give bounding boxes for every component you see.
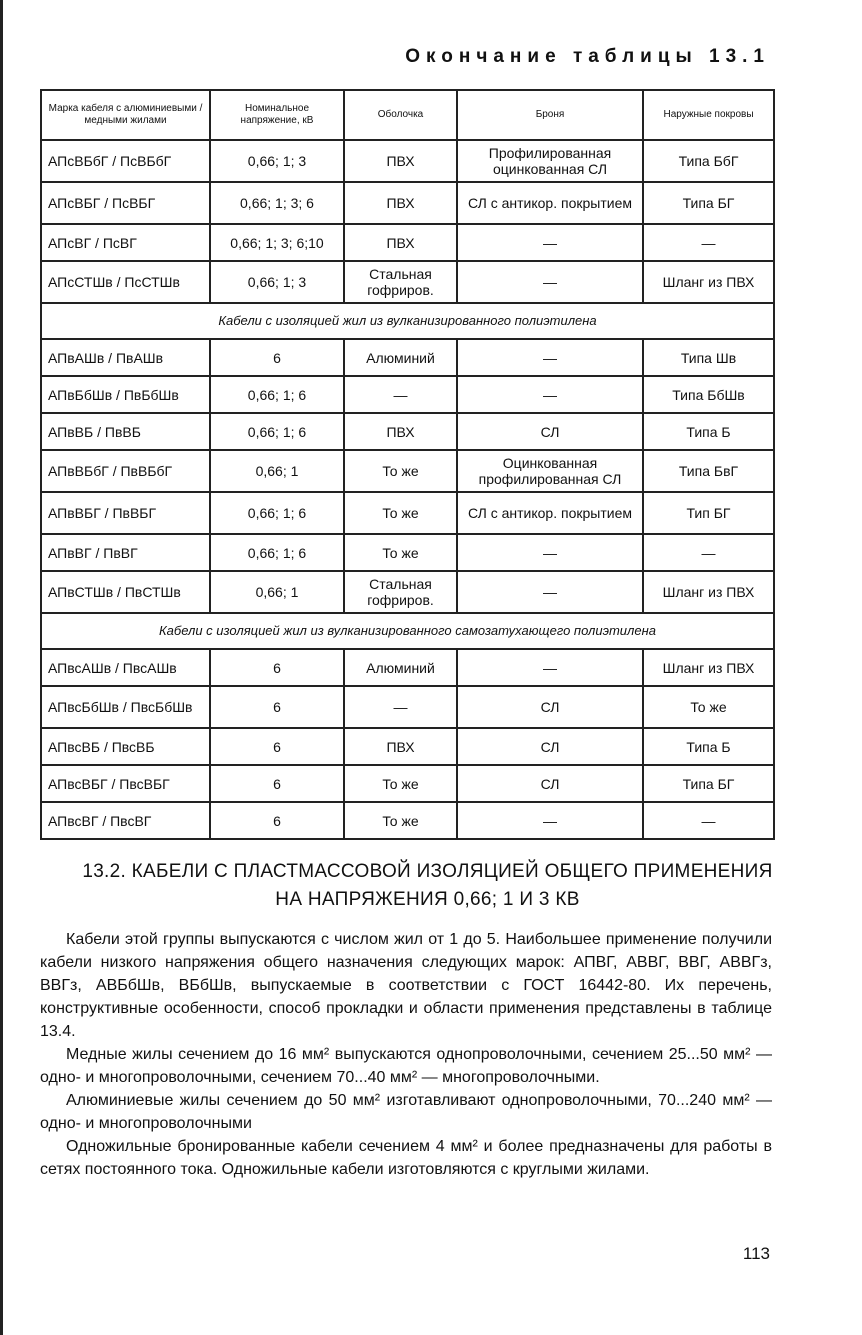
cell-outer-cover: — (643, 802, 774, 839)
cell-armor: — (457, 571, 643, 613)
paragraph: Медные жилы сечением до 16 мм² выпускаются однопроволочными, сечением 25...50 мм² — одно- и многопроволочными, сечением 70...40 мм² — многопроволочными. (40, 1046, 772, 1086)
cell-armor: СЛ (457, 728, 643, 765)
cell-sheath: Алюминий (344, 339, 457, 376)
cell-armor: СЛ (457, 413, 643, 450)
table-row (41, 492, 774, 534)
header-voltage: Номинальное напряжение, кВ (210, 90, 344, 140)
cell-armor: — (457, 261, 643, 303)
cell-outer-cover: Типа БбГ (643, 140, 774, 182)
header-sheath: Оболочка (344, 90, 457, 140)
cell-sheath: То же (344, 765, 457, 802)
page-number: 113 (742, 1244, 770, 1263)
cell-armor: СЛ (457, 765, 643, 802)
cell-mark: АПвсБбШв / ПвсБбШв (41, 686, 210, 728)
cell-sheath: — (344, 376, 457, 413)
cell-outer-cover: Типа БбШв (643, 376, 774, 413)
table-row (41, 649, 774, 686)
table-row (41, 450, 774, 492)
cell-armor: СЛ с антикор. покрытием (457, 182, 643, 224)
table-row (41, 140, 774, 182)
table-row (41, 686, 774, 728)
cell-sheath: То же (344, 492, 457, 534)
cell-outer-cover: Шланг из ПВХ (643, 571, 774, 613)
cell-mark: АПвсВБГ / ПвсВБГ (41, 765, 210, 802)
cell-armor: СЛ (457, 686, 643, 728)
header-mark: Марка кабеля с алюминиевыми / медными жилами (41, 90, 210, 140)
cell-outer-cover: Типа БвГ (643, 450, 774, 492)
cell-armor: — (457, 339, 643, 376)
cell-mark: АПвВБбГ / ПвВБбГ (41, 450, 210, 492)
table-row (41, 413, 774, 450)
page-edge-shadow (0, 0, 3, 1335)
section-heading-line-2: НА НАПРЯЖЕНИЯ 0,66; 1 И 3 КВ (275, 889, 580, 910)
cell-mark: АПвБбШв / ПвБбШв (41, 376, 210, 413)
section-heading (40, 858, 815, 914)
table-row (41, 728, 774, 765)
section-title-vulcanized: Кабели с изоляцией жил из вулканизированного полиэтилена (41, 303, 774, 339)
cell-sheath: Стальная гофриров. (344, 571, 457, 613)
table-row (41, 534, 774, 571)
cell-voltage: 0,66; 1 (210, 450, 344, 492)
cell-mark: АПвсАШв / ПвсАШв (41, 649, 210, 686)
cell-voltage: 6 (210, 649, 344, 686)
cell-voltage: 0,66; 1; 3; 6 (210, 182, 344, 224)
cell-outer-cover: — (643, 534, 774, 571)
cell-outer-cover: — (643, 224, 774, 261)
cell-outer-cover: Типа БГ (643, 765, 774, 802)
cell-voltage: 6 (210, 339, 344, 376)
cell-mark: АПвсВГ / ПвсВГ (41, 802, 210, 839)
cell-voltage: 0,66; 1 (210, 571, 344, 613)
cell-voltage: 0,66; 1; 3 (210, 261, 344, 303)
cell-voltage: 6 (210, 686, 344, 728)
cell-outer-cover: Тип БГ (643, 492, 774, 534)
table-header-row (41, 90, 774, 140)
cell-outer-cover: Типа БГ (643, 182, 774, 224)
table-row (41, 224, 774, 261)
cell-mark: АПсСТШв / ПсСТШв (41, 261, 210, 303)
cell-voltage: 0,66; 1; 3; 6;10 (210, 224, 344, 261)
table-row (41, 182, 774, 224)
cell-mark: АПвАШв / ПвАШв (41, 339, 210, 376)
section-heading-line-1: 13.2. КАБЕЛИ С ПЛАСТМАССОВОЙ ИЗОЛЯЦИЕЙ ОБЩЕГО ПРИМЕНЕНИЯ (82, 861, 773, 882)
cell-mark: АПвВБГ / ПвВБГ (41, 492, 210, 534)
cell-sheath: Стальная гофриров. (344, 261, 457, 303)
cell-outer-cover: Типа Б (643, 728, 774, 765)
cell-mark: АПсВБбГ / ПсВБбГ (41, 140, 210, 182)
cell-voltage: 0,66; 1; 6 (210, 376, 344, 413)
cell-outer-cover: Типа Б (643, 413, 774, 450)
cable-table (40, 89, 775, 840)
cell-sheath: То же (344, 802, 457, 839)
table-row (41, 339, 774, 376)
cell-sheath: ПВХ (344, 728, 457, 765)
table-row (41, 765, 774, 802)
table-row (41, 802, 774, 839)
cell-sheath: ПВХ (344, 413, 457, 450)
cell-armor: Профилированная оцинкованная СЛ (457, 140, 643, 182)
cell-armor: Оцинкованная профилированная СЛ (457, 450, 643, 492)
cell-sheath: То же (344, 534, 457, 571)
cell-mark: АПсВГ / ПсВГ (41, 224, 210, 261)
cell-mark: АПвСТШв / ПвСТШв (41, 571, 210, 613)
cell-armor: — (457, 376, 643, 413)
cell-armor: — (457, 534, 643, 571)
cell-sheath: Алюминий (344, 649, 457, 686)
section-row (41, 613, 774, 649)
table-row (41, 261, 774, 303)
cell-outer-cover: То же (643, 686, 774, 728)
cell-sheath: — (344, 686, 457, 728)
header-outer-cover: Наружные покровы (643, 90, 774, 140)
cell-voltage: 0,66; 1; 6 (210, 492, 344, 534)
paragraph: Кабели этой группы выпускаются с числом жил от 1 до 5. Наибольшее применение получили кабели низкого напряжения общего назначения следующих марок: АПВГ, АВВГ, ВВГ, АВВГз, ВВГз, АВБбШв, ВБбШв, выпускаемые в соответствии с ГОСТ 16442-80. Их перечень, конструктивные особенности, способ прокладки и области применения представлены в таблице 13.4. (40, 931, 772, 1040)
cell-armor: — (457, 649, 643, 686)
cell-outer-cover: Шланг из ПВХ (643, 649, 774, 686)
cell-armor: — (457, 224, 643, 261)
cell-sheath: ПВХ (344, 182, 457, 224)
cell-mark: АПвсВБ / ПвсВБ (41, 728, 210, 765)
cell-voltage: 6 (210, 765, 344, 802)
running-head: Окончание таблицы 13.1 (405, 46, 770, 67)
cell-mark: АПвВГ / ПвВГ (41, 534, 210, 571)
cell-voltage: 0,66; 1; 3 (210, 140, 344, 182)
table-row (41, 376, 774, 413)
cell-sheath: То же (344, 450, 457, 492)
body-text (40, 928, 772, 1181)
cell-armor: СЛ с антикор. покрытием (457, 492, 643, 534)
cell-sheath: ПВХ (344, 140, 457, 182)
cell-mark: АПвВБ / ПвВБ (41, 413, 210, 450)
cell-sheath: ПВХ (344, 224, 457, 261)
section-row (41, 303, 774, 339)
cell-voltage: 6 (210, 728, 344, 765)
cell-voltage: 0,66; 1; 6 (210, 413, 344, 450)
paragraph: Алюминиевые жилы сечением до 50 мм² изготавливают однопроволочными, 70...240 мм² — одно- и многопроволочными (40, 1092, 772, 1132)
cell-voltage: 6 (210, 802, 344, 839)
table-row (41, 571, 774, 613)
cell-outer-cover: Типа Шв (643, 339, 774, 376)
cell-armor: — (457, 802, 643, 839)
paragraph: Одножильные бронированные кабели сечением 4 мм² и более предназначены для работы в сетях постоянного тока. Одножильные кабели изготовляются с круглыми жилами. (40, 1138, 772, 1178)
cell-mark: АПсВБГ / ПсВБГ (41, 182, 210, 224)
cell-voltage: 0,66; 1; 6 (210, 534, 344, 571)
section-title-self-extinguishing: Кабели с изоляцией жил из вулканизированного самозатухающего полиэтилена (41, 613, 774, 649)
cell-outer-cover: Шланг из ПВХ (643, 261, 774, 303)
header-armor: Броня (457, 90, 643, 140)
